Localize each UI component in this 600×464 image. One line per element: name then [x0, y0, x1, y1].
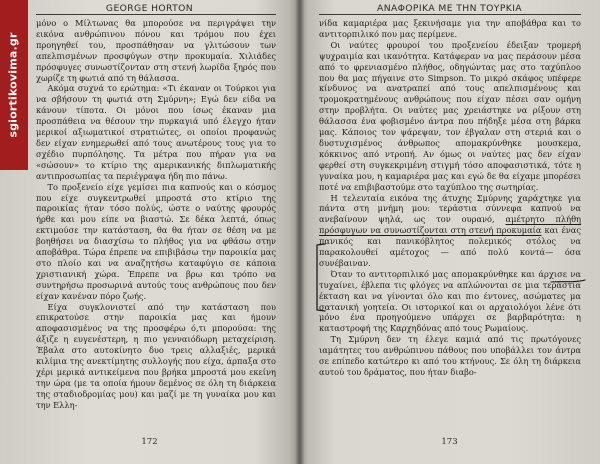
right-running-head: ΑΝΑΦΟΡΙΚΑ ΜΕ ΤΗΝ ΤΟΥΡΚΙΑ: [377, 3, 522, 14]
book-gutter: [296, 0, 304, 464]
right-page-number: 173: [441, 437, 458, 447]
left-body-text: [36, 18, 276, 411]
left-running-head: GEORGE HORTON: [105, 3, 194, 14]
underlined-phrase: αμέτρητο πλήθη πρόσφυγων να συνωστίζονται στη στενή προκυμαία: [319, 214, 581, 236]
right-paragraph-1: νίδα καμαριέρα μας ξεκινήσαμε για την αποβάθρα και το αντιτορπιλικό που μας περίμενε.: [319, 18, 581, 39]
right-paragraph-2: Οι ναύτες φρουροί του προξενείου έδειξαν τρομερή ψυχραιμία και ικανότητα. Κατάφεραν να μας περάσουν μέσα από το φρενιασμένο πλήθος, οδηγώντας μας στο ταχύπλοο που θα μας πήγαινε στο Simpson. Το μικρό σκάφος υπέφερε κίνδυνος να ανατραπεί από τους απελπισμένους και τρομοκρατημένους ανθρώπους που είχαν πέσει σαν ομήνη στην προβλήτα. Οι ναύτες μας χρειάστηκε να ρίξουν στη θάλασσα ένα φοβισμένο άντρα που πήδηξε μέσα στη βάρκα μας. Κάποιος τον ψάρεψαν, τον έβγαλαν στη στεριά και ο δυστυχισμένος άνθρωπος απομακρύνθηκε μουσκεμα, κόκκινος από ντροπή. Αν όμως οι ναύτες μας δεν είχαν φερθεί στη συγκεκριμένη στιγμή τόσο αποφασιστικά, τότε η γυναίκα μου, η καμαριέρα μας και εγώ δε θα είχαμε μπορέσει ποτέ να επιβιβαστούμε στο ταχύπλοο της σωτηρίας.: [319, 39, 581, 192]
left-paragraph-3: Το προξενείο είχε γεμίσει πια καπνούς και ο κόσμος που είχε συγκεντρωθεί μπροστά στο κτίριο της παροικίας ήταν τόσο πολύς, ώστε ο ναύτης φρουρός ήρθε και μου είπε να βιαστώ. Σε δέκα λεπτά, όπως εκτιμούσε την κατάσταση, θα θα ήταν σε θέση να με βοηθήσει να διασχίσω το πλήθος για να φθάσω στην αποβάθρα. Τώρα έπρεπε να επιβιβάσω την παροικία μας στο πλοίο και να αναζητήσω καταφύγιο σε κάποια χριστιανική χώρα. Έπρεπε να βρω και τρόπο να συντηρήσω προσωρινά αυτούς τους ανθρώπους που δεν είχαν κανέναν πόρο ζωής.: [36, 181, 276, 301]
watermark-banner: [0, 0, 28, 170]
right-paragraph-5: Τη Σμύρνη δεν τη έλεγε καμιά από τις πρωτόγονες ιαμάτητες του ανθρώπινου πάθους που υποβάλλει τον άντρα σε επίπεδο κατώτερο κι από του κτήνους. Σε όλη τη διάρκεια αυτού του δράματος, που ήταν διαβο-: [319, 334, 581, 377]
watermark-text: sgiortikovima.gr: [6, 32, 20, 138]
left-page-number: 172: [141, 437, 158, 447]
right-body-text: [319, 18, 581, 378]
right-paragraph-3: Η τελευταία εικόνα της άτυχης Σμύρνης χαράχτηκε για πάντα στη μνήμη μου: τεράστια σύννεφα καπνού να ανεβαίνουν ψηλά, ως τον ουρανό, αμέτρητο πλήθη πρόσφυγων να συνωστίζονται στη στενή προκυμαία και ένας πανικός και πανικόβλητος πολεμικός στόλος να παρακολουθεί αμέτοχος — από πολύ κοντά— όσα συνέβαιναν.: [319, 192, 581, 268]
right-head-rule: [319, 14, 581, 15]
left-paragraph-2: Ακόμα συχνά το ερώτημα: «Τι έκαναν οι Τούρκοι για να σβήσουν τη φωτιά στη Σμύρνη»; Εγώ δεν είδα να κάνουν τίποτα. Οι μόνοι που ίσως έκαναν μια προσπάθεια να θέσουν την πυρκαγιά υπό έλεγχο ήταν μερικοί αξιωματικοί στρατιώτες, οι οποίοι προφανώς δεν είχαν ενημερωθεί από τους ανωτέρους τους για το σχέδιο πυρπόλησης. Τα μέτρα που πήραν για να «σώσουν» το κτίριο της αμερικανικής διπλωματικής αντιπροσωπίας τα περιέγραψα ήδη πιο πάνω.: [36, 83, 276, 181]
left-page: [0, 0, 299, 464]
right-paragraph-4: Όταν το αντιτορπιλικό μας απομακρύνθηκε και άρχισε να τυχαίνει, έβλεπα τις φλόγες να απλώνονται σε μια τεράστια έκταση και να γίνονται όλο και πιο έντονες, ασώματες μα σατανική γοητεία. Οι ιστορικοί και οι αρχαιολόγοι λένε ότι μόνο ένα προηγούμενο υπάρχει σε βαρβαρότητα: η καταστροφή της Καρχηδόνας από τους Ρωμαίους.: [319, 268, 581, 334]
right-page: [299, 0, 600, 464]
left-paragraph-1: μόνο ο Μίλτωνας θα μπορούσε να περιγράψει την εικόνα ανθρώπινου πόνου και τρόμου που έχει προηγηθεί του, προσπάθησαν να γλιτώσουν των απελπισμένων προσφύγων στην προκυμαία. Χιλιάδες πρόσφυγες συνωστίζονταν στη στενή λωρίδα ξηρός που χωρίζε τη φωτιά από τη θάλασσα.: [36, 18, 276, 83]
left-head-rule: [36, 14, 276, 15]
left-paragraph-4: Είχα συγκλονιστεί από την κατάσταση που επικρατούσε στην παροικία μας και ήμουν αποφασισμένος να της προσφέρω ό,τι μπορούσα: της άξιζε η ευγενέστερη, η πιο γενναιόδωρη μεταχείριση. Έβαλα στο αυτοκίνητο δυο τρεις αλλαξιές, μερικά κιλίμια της ανεκτίμητης συλλογής που είχα, άρπαξα στο χέρι μερικά αντικείμενα που βρήκα μπροστά μου εκείνη την ώρα (με τα οποία ήμουν δεμένος σε όλη τη διάρκεια της σταδιοδρομίας μου) και μαζί με τη γυναίκα μου και την Ελλη-: [36, 301, 276, 410]
